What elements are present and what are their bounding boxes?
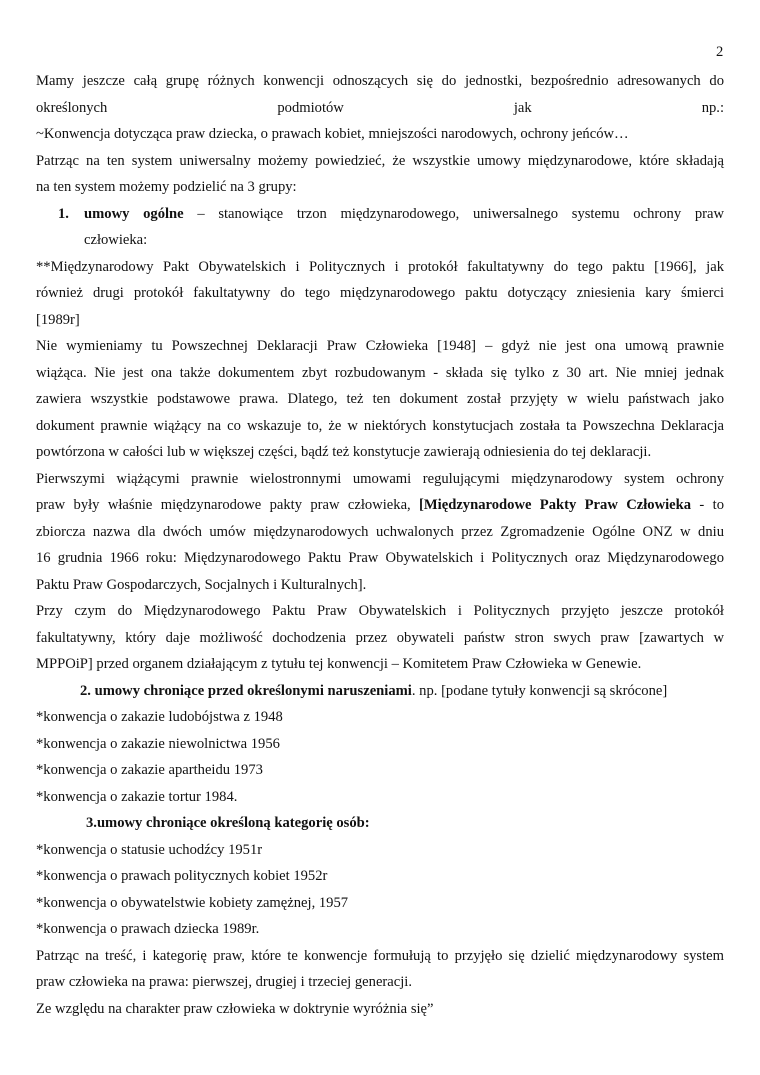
list-entry: *konwencja o prawach dziecka 1989r. [36, 921, 260, 937]
text-line: człowieka: [84, 232, 148, 248]
list-entry: *konwencja o zakazie apartheidu 1973 [36, 762, 263, 778]
text-line: Patrząc na treść, i kategorię praw, które te konwencje formułują to przyjęło się dzielić międzynarodowy system [36, 948, 724, 964]
list-item-heading: 2. umowy chroniące przed określonymi naruszeniami [80, 683, 412, 699]
text-line: wiążąca. Nie jest ona także dokumentem zbyt rozbudowanym - składa się tylko z 30 art. Nie mniej jednak [36, 365, 724, 381]
text-line: na ten system możemy podzielić na 3 grupy: [36, 179, 297, 195]
list-entry: *konwencja o zakazie ludobójstwa z 1948 [36, 709, 283, 725]
text-line: ~Konwencja dotycząca praw dziecka, o prawach kobiet, mniejszości narodowych, ochrony jeńców… [36, 126, 629, 142]
text-line: praw człowieka na prawa: pierwszej, drugiej i trzeciej generacji. [36, 974, 413, 990]
text-line: praw były właśnie międzynarodowe pakty praw człowieka, [Międzynarodowe Pakty Praw Człowieka - to [36, 497, 724, 513]
text-line: MPPOiP] przed organem działającym z tytułu tej konwencji – Komitetem Praw Człowieka w Genewie. [36, 656, 642, 672]
list-entry: *konwencja o obywatelstwie kobiety zamężnej, 1957 [36, 895, 349, 911]
text-line: fakultatywny, który daje możliwość dochodzenia przez obywateli państw stron swych praw [zawartych w [36, 630, 724, 646]
list-entry: *konwencja o statusie uchodźcy 1951r [36, 842, 263, 858]
text-line: [1989r] [36, 312, 80, 328]
text-line: dokument prawnie wiążący na co wskazuje to, że w niektórych konstytucjach została ta Powszechna Deklaracja [36, 418, 724, 434]
text-line: Pierwszymi wiążącymi prawnie wielostronnymi umowami regulującymi międzynarodowy system ochrony [36, 471, 724, 487]
list-entry: *konwencja o zakazie tortur 1984. [36, 789, 238, 805]
text-line: **Międzynarodowy Pakt Obywatelskich i Politycznych i protokół fakultatywny do tego paktu [1966], jak [36, 259, 724, 275]
text-line: Paktu Praw Gospodarczych, Socjalnych i Kulturalnych]. [36, 577, 367, 593]
text-line: Mamy jeszcze całą grupę różnych konwencji odnoszących się do jednostki, bezpośrednio adresowanych do [36, 73, 724, 89]
text-line: powtórzona w całości lub w większej części, bądź też konstytucje zawierają odniesienia do tej deklaracji. [36, 444, 652, 460]
list-entry: *konwencja o zakazie niewolnictwa 1956 [36, 736, 280, 752]
text-line: Nie wymieniamy tu Powszechnej Deklaracji Praw Człowieka [1948] – gdyż nie jest ona umową prawnie [36, 338, 724, 354]
list-item-general-agreements: umowy ogólne – stanowiące trzon międzynarodowego, uniwersalnego systemu ochrony praw [84, 206, 724, 222]
list-item-heading: umowy ogólne [84, 206, 184, 222]
text-line: również drugi protokół fakultatywny do tego międzynarodowego paktu dotyczący zniesienia kary śmierci [36, 285, 724, 301]
text-line: Przy czym do Międzynarodowego Paktu Praw Obywatelskich i Politycznych przyjęto jeszcze protokół [36, 603, 724, 619]
list-number: 1. [58, 206, 69, 222]
text-line: 16 grudnia 1966 roku: Międzynarodowego Paktu Praw Obywatelskich i Politycznych oraz Międzynarodowego [36, 550, 724, 566]
list-item-specific-violations: 2. umowy chroniące przed określonymi naruszeniami. np. [podane tytuły konwencji są skrócone] [80, 683, 668, 699]
text-line: określonych podmiotów jak np.: [36, 100, 724, 116]
text-line: Patrząc na ten system uniwersalny możemy powiedzieć, że wszystkie umowy międzynarodowe, które składają [36, 153, 724, 169]
text-line: zawiera wszystkie podstawowe prawa. Dlatego, też ten dokument został przyjęty w wielu państwach jako [36, 391, 724, 407]
list-entry: *konwencja o prawach politycznych kobiet 1952r [36, 868, 328, 884]
page-number: 2 [716, 44, 724, 60]
text-line: Ze względu na charakter praw człowieka w doktrynie wyróżnia się” [36, 1001, 434, 1017]
list-item-specific-persons [86, 814, 760, 832]
list-item-heading: 3.umowy chroniące określoną kategorię osób: [86, 815, 370, 831]
text-line: zbiorcza nazwa dla dwóch umów międzynarodowych uchwalonych przez Zgromadzenie Ogólne ONZ w dniu [36, 524, 724, 540]
